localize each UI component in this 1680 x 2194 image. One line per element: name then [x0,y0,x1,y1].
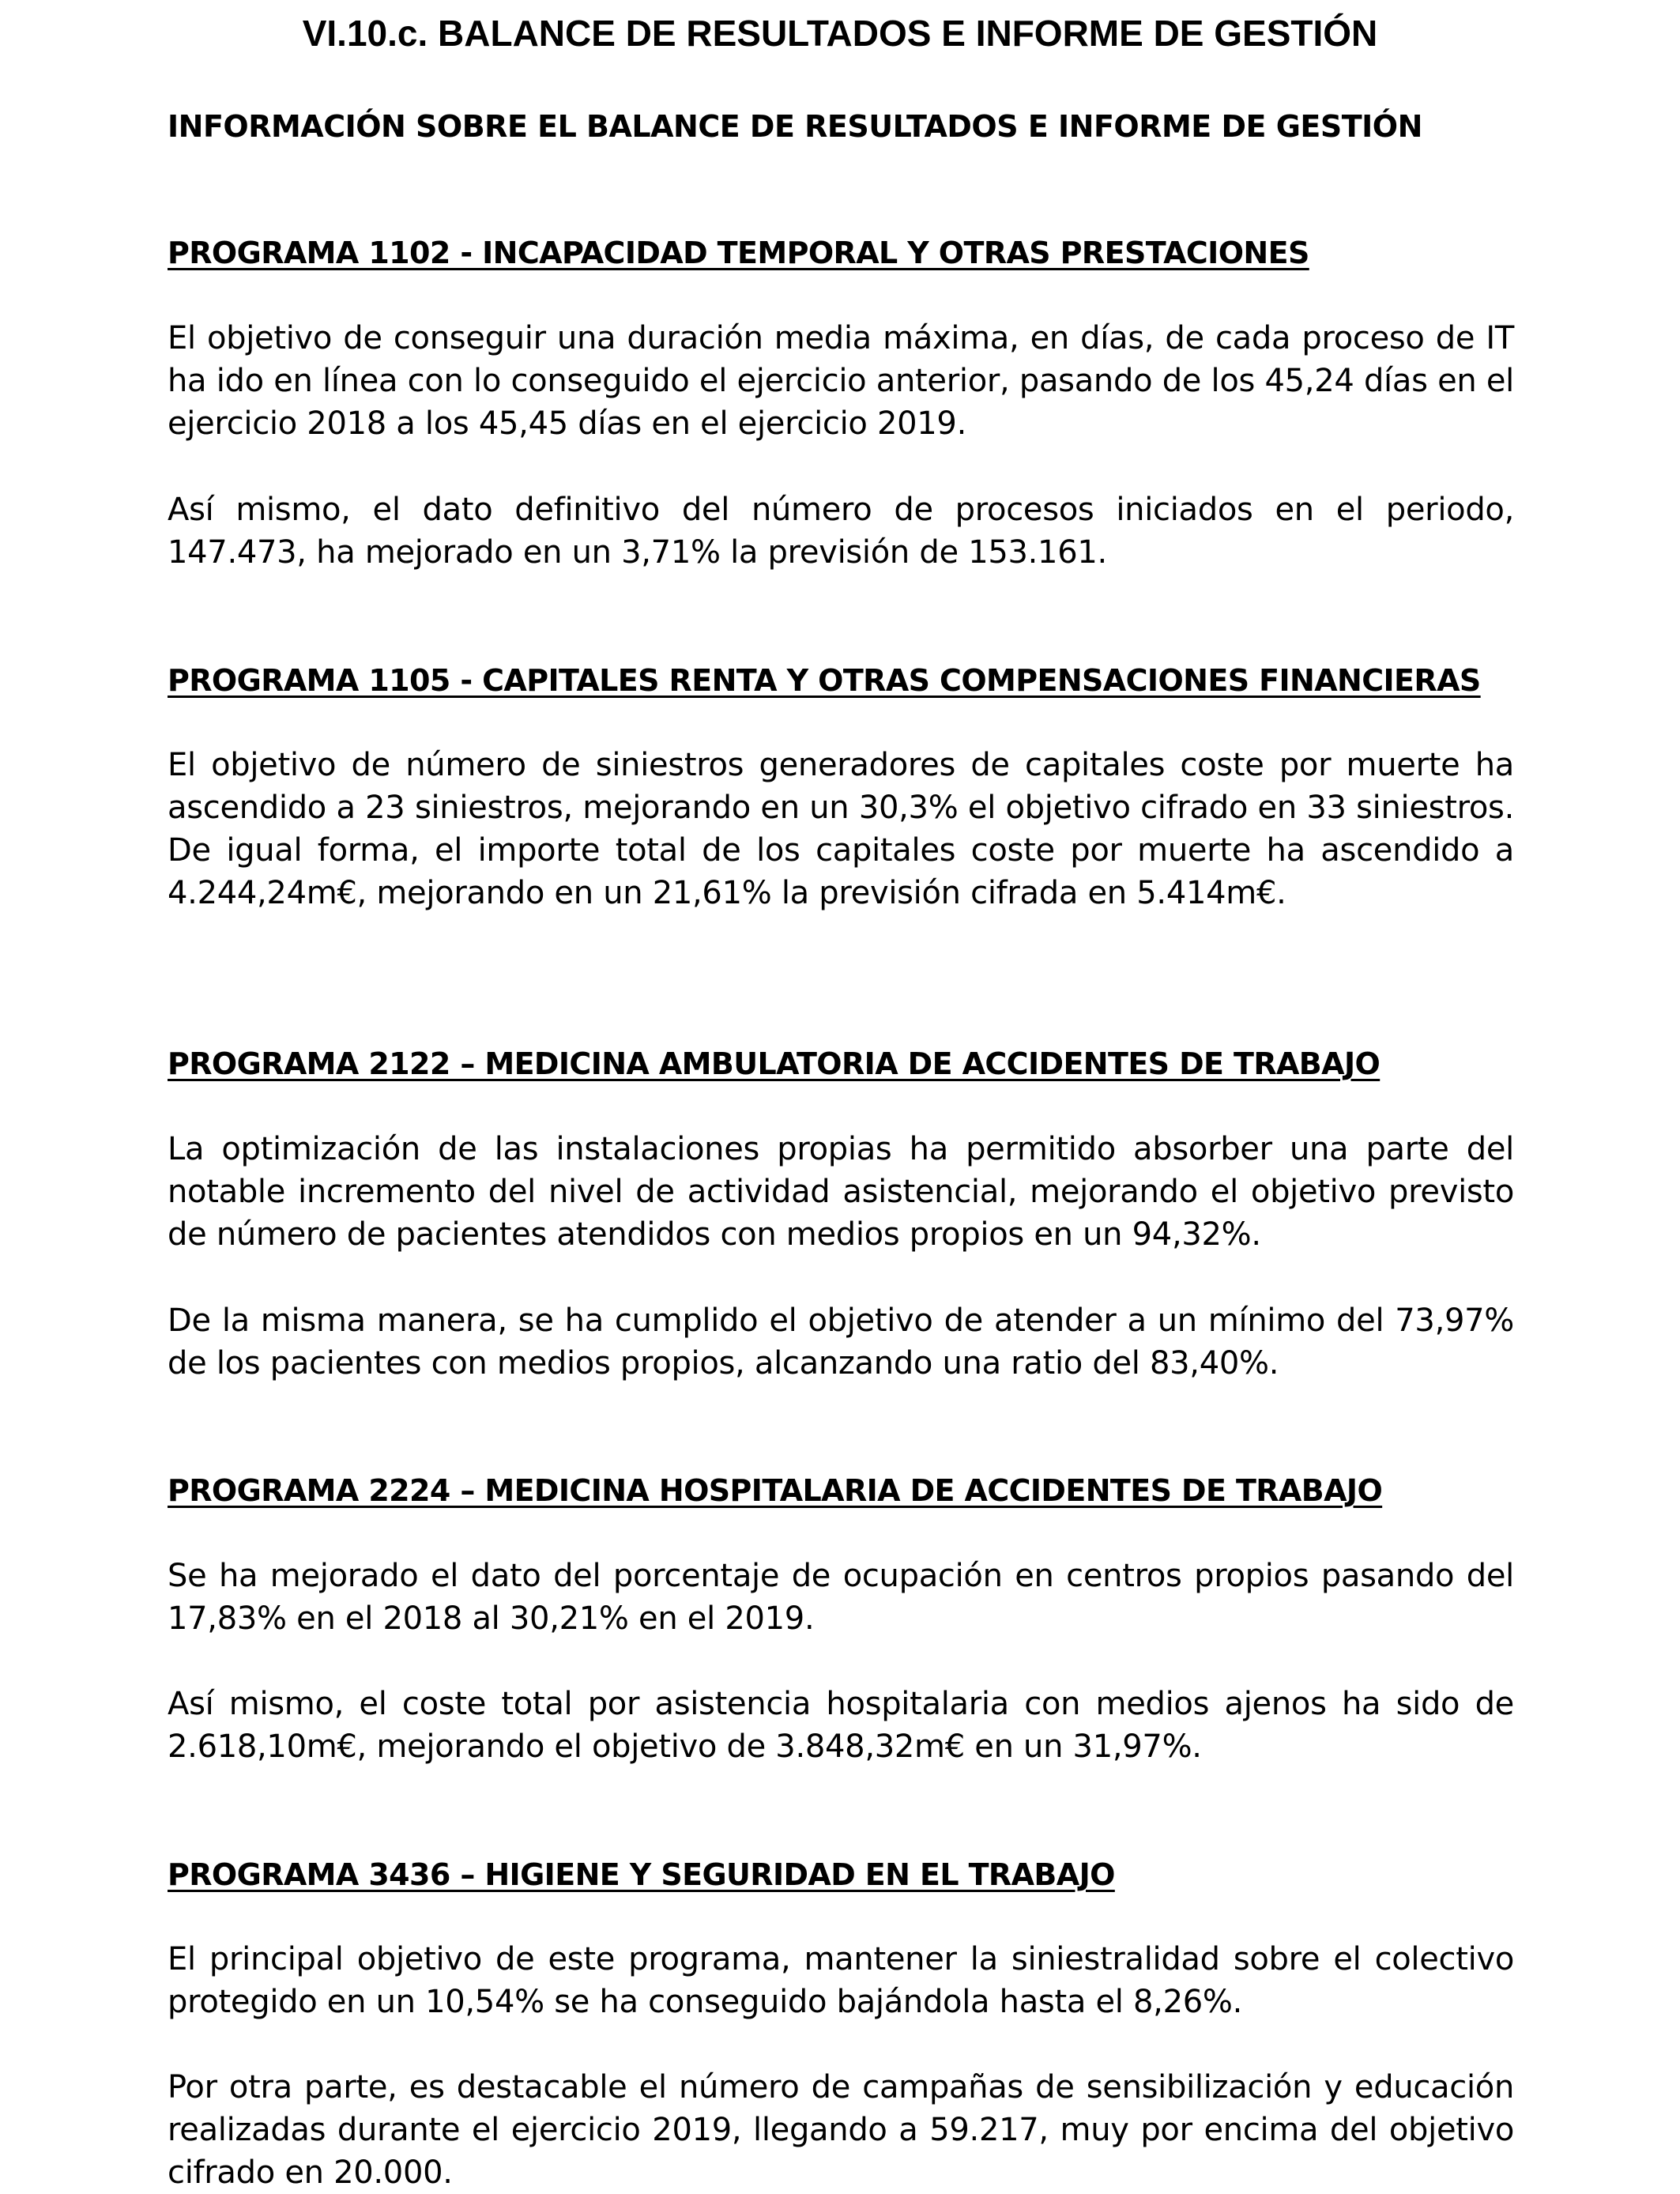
section-3436-paragraph-1: El principal objetivo de este programa, mantener la siniestralidad sobre el colectivo protegido en un 10,54% se ha conseguido bajándola hasta el 8,26%. [168,1941,1514,2020]
section-heading-2224: PROGRAMA 2224 – MEDICINA HOSPITALARIA DE ACCIDENTES DE TRABAJO [168,1473,1383,1508]
document-subtitle: INFORMACIÓN SOBRE EL BALANCE DE RESULTADOS E INFORME DE GESTIÓN [168,109,1422,144]
section-3436-paragraph-2: Por otra parte, es destacable el número de campañas de sensibilización y educación realizadas durante el ejercicio 2019, llegando a 59.217, muy por encima del objetivo cifrado en 20.000. [168,2069,1514,2191]
section-2122-paragraph-2: De la misma manera, se ha cumplido el objetivo de atender a un mínimo del 73,97% de los pacientes con medios propios, alcanzando una ratio del 83,40%. [168,1302,1514,1382]
section-2224-paragraph-2: Así mismo, el coste total por asistencia hospitalaria con medios ajenos ha sido de 2.618,10m€, mejorando el objetivo de 3.848,32m€ en un 31,97%. [168,1686,1514,1765]
section-1102-paragraph-1: El objetivo de conseguir una duración media máxima, en días, de cada proceso de IT ha ido en línea con lo conseguido el ejercicio anterior, pasando de los 45,24 días en el ejercicio 2018 a los 45,45 días en el ejercicio 2019. [168,320,1514,442]
section-1105-paragraph-1: El objetivo de número de siniestros generadores de capitales coste por muerte ha ascendido a 23 siniestros, mejorando en un 30,3% el objetivo cifrado en 33 siniestros. De igual forma, el importe total de los capitales coste por muerte ha ascendido a 4.244,24m€, mejorando en un 21,61% la previsión cifrada en 5.414m€. [168,747,1514,911]
section-2122-paragraph-1: La optimización de las instalaciones propias ha permitido absorber una parte del notable incremento del nivel de actividad asistencial, mejorando el objetivo previsto de número de pacientes atendidos con medios propios en un 94,32%. [168,1131,1514,1253]
section-1102-paragraph-2: Así mismo, el dato definitivo del número de procesos iniciados en el periodo, 147.473, ha mejorado en un 3,71% la previsión de 153.161. [168,492,1514,571]
section-heading-3436: PROGRAMA 3436 – HIGIENE Y SEGURIDAD EN EL TRABAJO [168,1857,1115,1892]
section-heading-1105: PROGRAMA 1105 - CAPITALES RENTA Y OTRAS COMPENSACIONES FINANCIERAS [168,663,1481,698]
section-heading-1102: PROGRAMA 1102 - INCAPACIDAD TEMPORAL Y OTRAS PRESTACIONES [168,236,1309,270]
section-2224-paragraph-1: Se ha mejorado el dato del porcentaje de ocupación en centros propios pasando del 17,83% en el 2018 al 30,21% en el 2019. [168,1558,1514,1637]
section-heading-2122: PROGRAMA 2122 – MEDICINA AMBULATORIA DE ACCIDENTES DE TRABAJO [168,1046,1381,1081]
document-title: VI.10.c. BALANCE DE RESULTADOS E INFORME DE GESTIÓN [302,13,1378,54]
